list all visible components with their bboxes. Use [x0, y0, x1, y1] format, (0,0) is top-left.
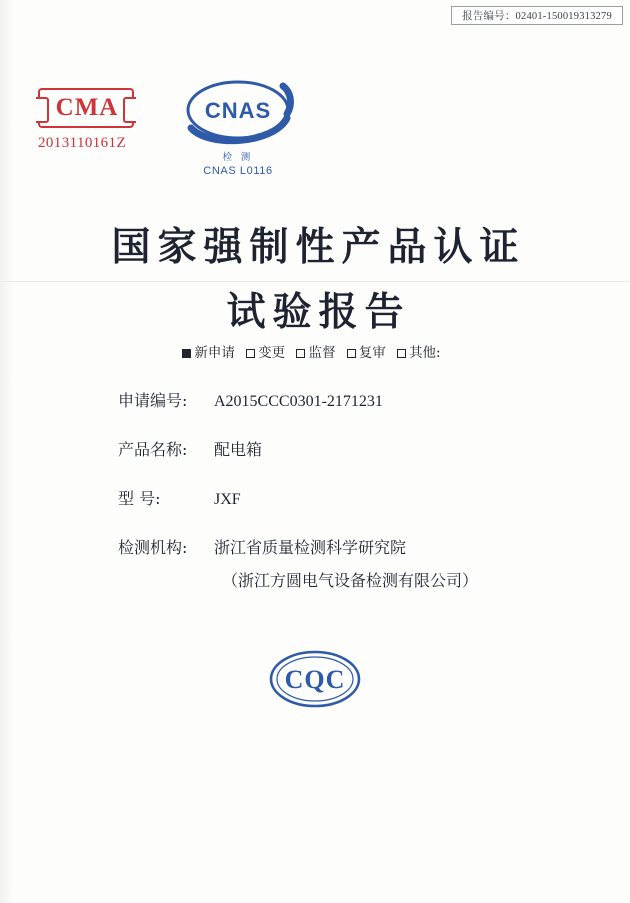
cnas-mark — [178, 78, 298, 177]
field-application-number — [118, 388, 558, 411]
field-value-product-name: 配电箱 — [214, 440, 263, 459]
report-number-text: 报告编号：02401-150019313279 — [462, 11, 612, 22]
field-label-model: 型 号: — [118, 489, 161, 508]
checkbox-item-review[interactable] — [347, 345, 386, 361]
checkbox-label-new-application: 新申请 — [194, 345, 235, 361]
cma-mark — [38, 88, 163, 152]
field-testing-organization — [118, 535, 558, 558]
field-value-model: JXF — [214, 491, 241, 508]
field-label-product-name: 产品名称: — [118, 440, 188, 459]
field-model — [118, 486, 558, 509]
cma-letters: CMA — [55, 94, 119, 121]
checkbox-label-change: 变更 — [258, 345, 286, 361]
cnas-accreditation-number: CNAS L0116 — [203, 165, 273, 177]
cnas-subtitle: 检 测 — [222, 152, 254, 163]
report-type-checkbox-row — [0, 341, 630, 361]
cqc-mark — [262, 648, 368, 710]
page-title-line2: 试验报告 — [226, 289, 411, 335]
report-fields — [118, 388, 558, 617]
page-title-line1: 国家强制性产品认证 — [111, 224, 526, 270]
field-label-application-number: 申请编号: — [118, 391, 188, 410]
checkbox-change-icon[interactable] — [246, 349, 255, 358]
checkbox-other-icon[interactable] — [397, 349, 406, 358]
checkbox-supervision-icon[interactable] — [296, 349, 305, 358]
cma-badge-icon — [38, 88, 134, 128]
checkbox-item-other[interactable] — [397, 345, 441, 361]
svg-text:CQC: CQC — [284, 665, 346, 694]
cqc-logo-icon — [262, 648, 368, 710]
checkbox-review-icon[interactable] — [347, 349, 356, 358]
checkbox-label-other: 其他: — [409, 345, 441, 361]
field-value-application-number: A2015CCC0301-2171231 — [214, 393, 383, 410]
report-number-box — [451, 6, 623, 25]
svg-text:CNAS: CNAS — [204, 98, 272, 123]
checkbox-new-application-icon[interactable] — [182, 349, 191, 358]
field-value-testing-organization: 浙江省质量检测科学研究院 — [214, 538, 407, 557]
checkbox-label-review: 复审 — [358, 345, 386, 361]
checkbox-item-change[interactable] — [246, 345, 285, 361]
field-label-testing-organization: 检测机构: — [118, 538, 188, 557]
checkbox-item-supervision[interactable] — [296, 345, 335, 361]
field-product-name — [118, 437, 558, 460]
checkbox-label-supervision: 监督 — [308, 345, 336, 361]
checkbox-item-new-application[interactable] — [182, 345, 235, 361]
field-value-testing-organization-sub: （浙江方圆电气设备检测有限公司） — [222, 571, 479, 590]
cnas-logo-icon — [179, 78, 297, 148]
cma-certificate-number: 2013110161Z — [38, 135, 127, 151]
scan-edge-shadow — [0, 0, 14, 903]
